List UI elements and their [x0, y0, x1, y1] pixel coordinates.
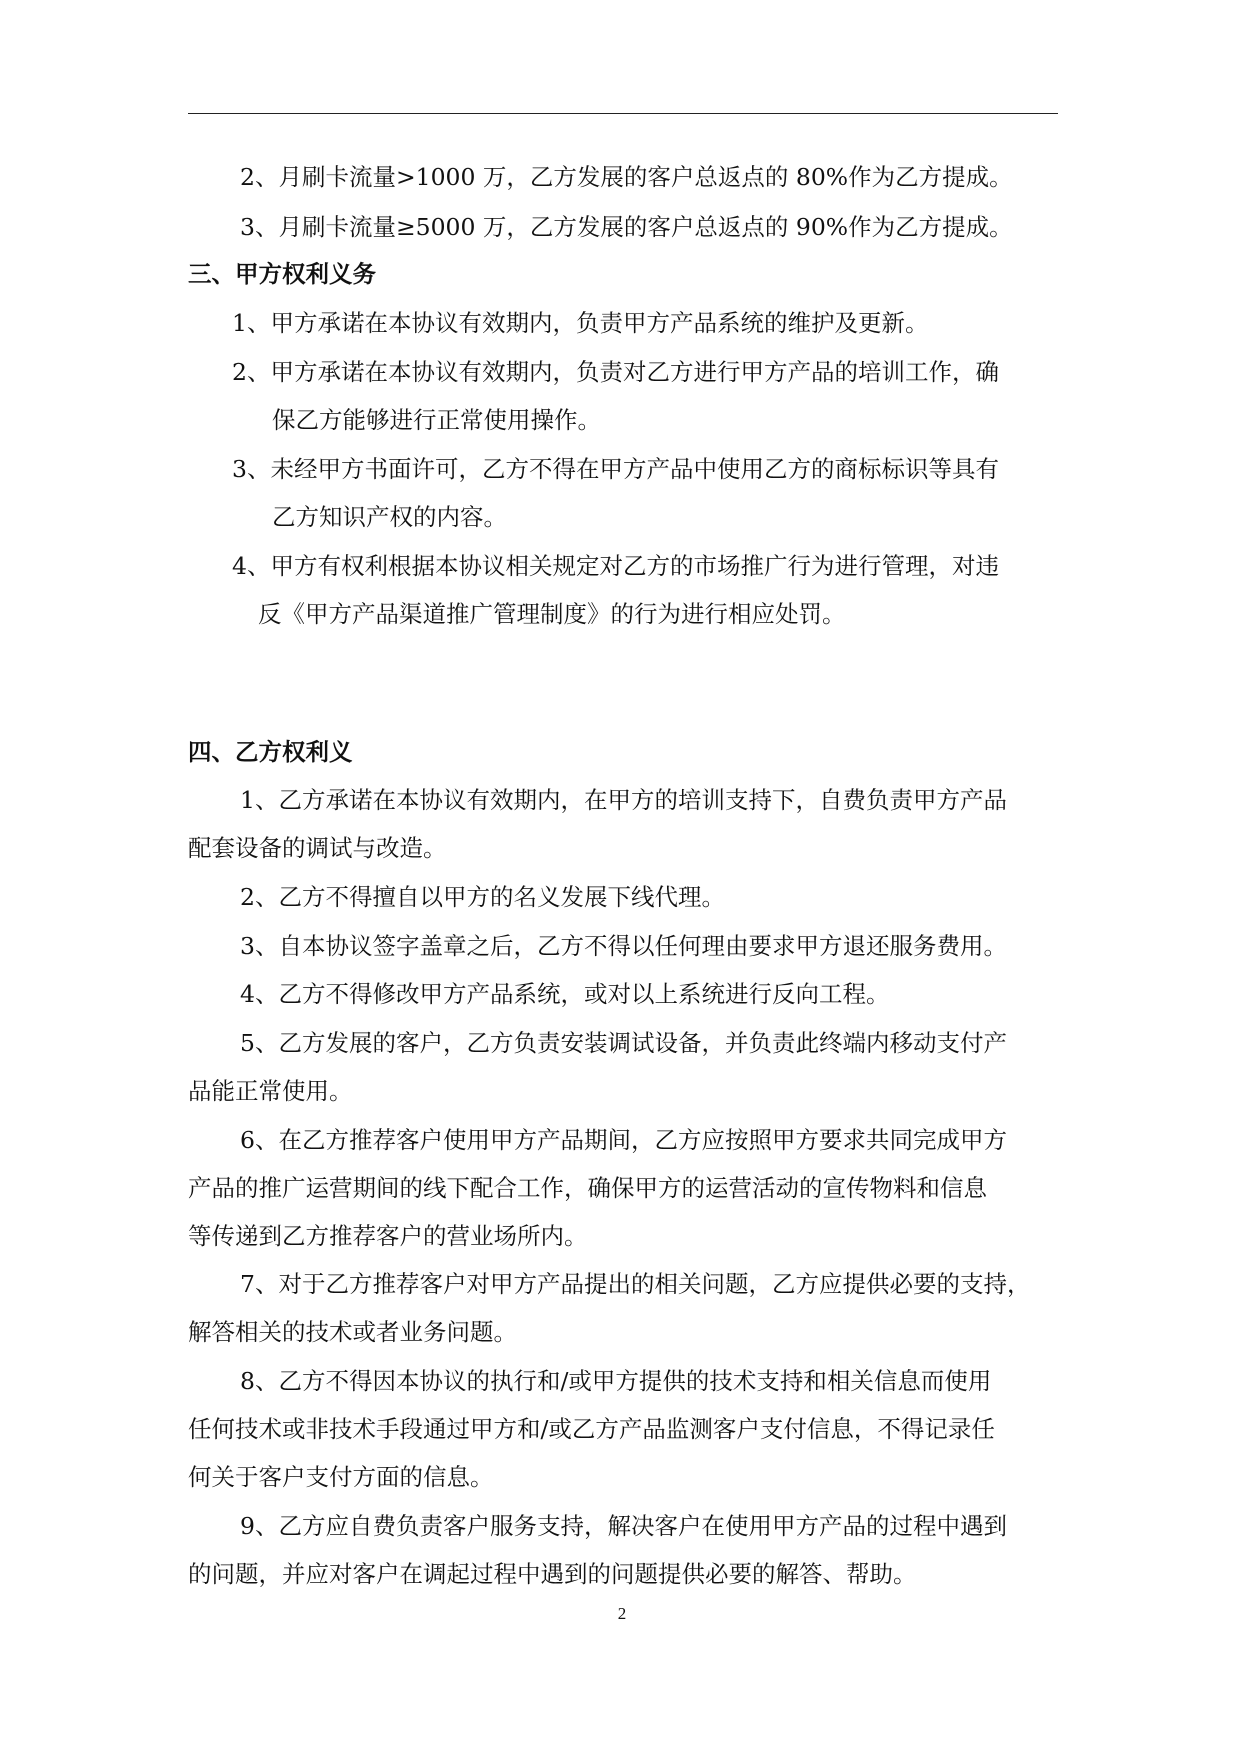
clause-4-1-line1: 1、乙方承诺在本协议有效期内，在甲方的培训支持下，自费负责甲方产品	[240, 786, 1007, 814]
clause-3-4-line1: 4、甲方有权利根据本协议相关规定对乙方的市场推广行为进行管理，对违	[232, 552, 999, 580]
clause-4-5-line2: 品能正常使用。	[188, 1077, 353, 1105]
clause-4-5-line1: 5、乙方发展的客户，乙方负责安装调试设备，并负责此终端内移动支付产	[240, 1029, 1007, 1057]
clause-4-7-line1: 7、对于乙方推荐客户对甲方产品提出的相关问题，乙方应提供必要的支持，	[240, 1270, 1031, 1298]
clause-4-6-line3: 等传递到乙方推荐客户的营业场所内。	[188, 1222, 588, 1250]
header-rule	[188, 113, 1058, 114]
clause-3-1: 1、甲方承诺在本协议有效期内，负责甲方产品系统的维护及更新。	[232, 309, 929, 337]
clause-4-6-line1: 6、在乙方推荐客户使用甲方产品期间，乙方应按照甲方要求共同完成甲方	[240, 1126, 1007, 1154]
clause-4-2: 2、乙方不得擅自以甲方的名义发展下线代理。	[240, 883, 725, 911]
clause-3-4-line2: 反《甲方产品渠道推广管理制度》的行为进行相应处罚。	[258, 600, 846, 628]
clause-3-3-line1: 3、未经甲方书面许可，乙方不得在甲方产品中使用乙方的商标标识等具有	[232, 455, 999, 483]
clause-4-8-line1: 8、乙方不得因本协议的执行和/或甲方提供的技术支持和相关信息而使用	[240, 1367, 992, 1395]
clause-4-8-line3: 何关于客户支付方面的信息。	[188, 1463, 494, 1491]
clause-3-2-line2: 保乙方能够进行正常使用操作。	[272, 406, 601, 434]
clause-3-3-line2: 乙方知识产权的内容。	[272, 503, 507, 531]
clause-4-9-line1: 9、乙方应自费负责客户服务支持，解决客户在使用甲方产品的过程中遇到	[240, 1512, 1007, 1540]
clause-4-3: 3、自本协议签字盖章之后，乙方不得以任何理由要求甲方退还服务费用。	[240, 932, 1007, 960]
section-4-heading: 四、乙方权利义	[188, 738, 353, 766]
clause-4-4: 4、乙方不得修改甲方产品系统，或对以上系统进行反向工程。	[240, 980, 890, 1008]
clause-4-6-line2: 产品的推广运营期间的线下配合工作，确保甲方的运营活动的宣传物料和信息	[188, 1174, 987, 1202]
page-number: 2	[617, 1604, 627, 1623]
clause-4-9-line2: 的问题，并应对客户在调起过程中遇到的问题提供必要的解答、帮助。	[188, 1560, 917, 1588]
section-3-heading: 三、甲方权利义务	[188, 260, 376, 288]
clause-4-8-line2: 任何技术或非技术手段通过甲方和/或乙方产品监测客户支付信息，不得记录任	[188, 1415, 995, 1443]
clause-4-7-line2: 解答相关的技术或者业务问题。	[188, 1318, 517, 1346]
clause-2-3: 3、月刷卡流量≥5000 万，乙方发展的客户总返点的 90%作为乙方提成。	[240, 213, 1013, 241]
clause-2-2: 2、月刷卡流量>1000 万，乙方发展的客户总返点的 80%作为乙方提成。	[240, 163, 1013, 191]
clause-3-2-line1: 2、甲方承诺在本协议有效期内，负责对乙方进行甲方产品的培训工作，确	[232, 358, 999, 386]
clause-4-1-line2: 配套设备的调试与改造。	[188, 834, 447, 862]
